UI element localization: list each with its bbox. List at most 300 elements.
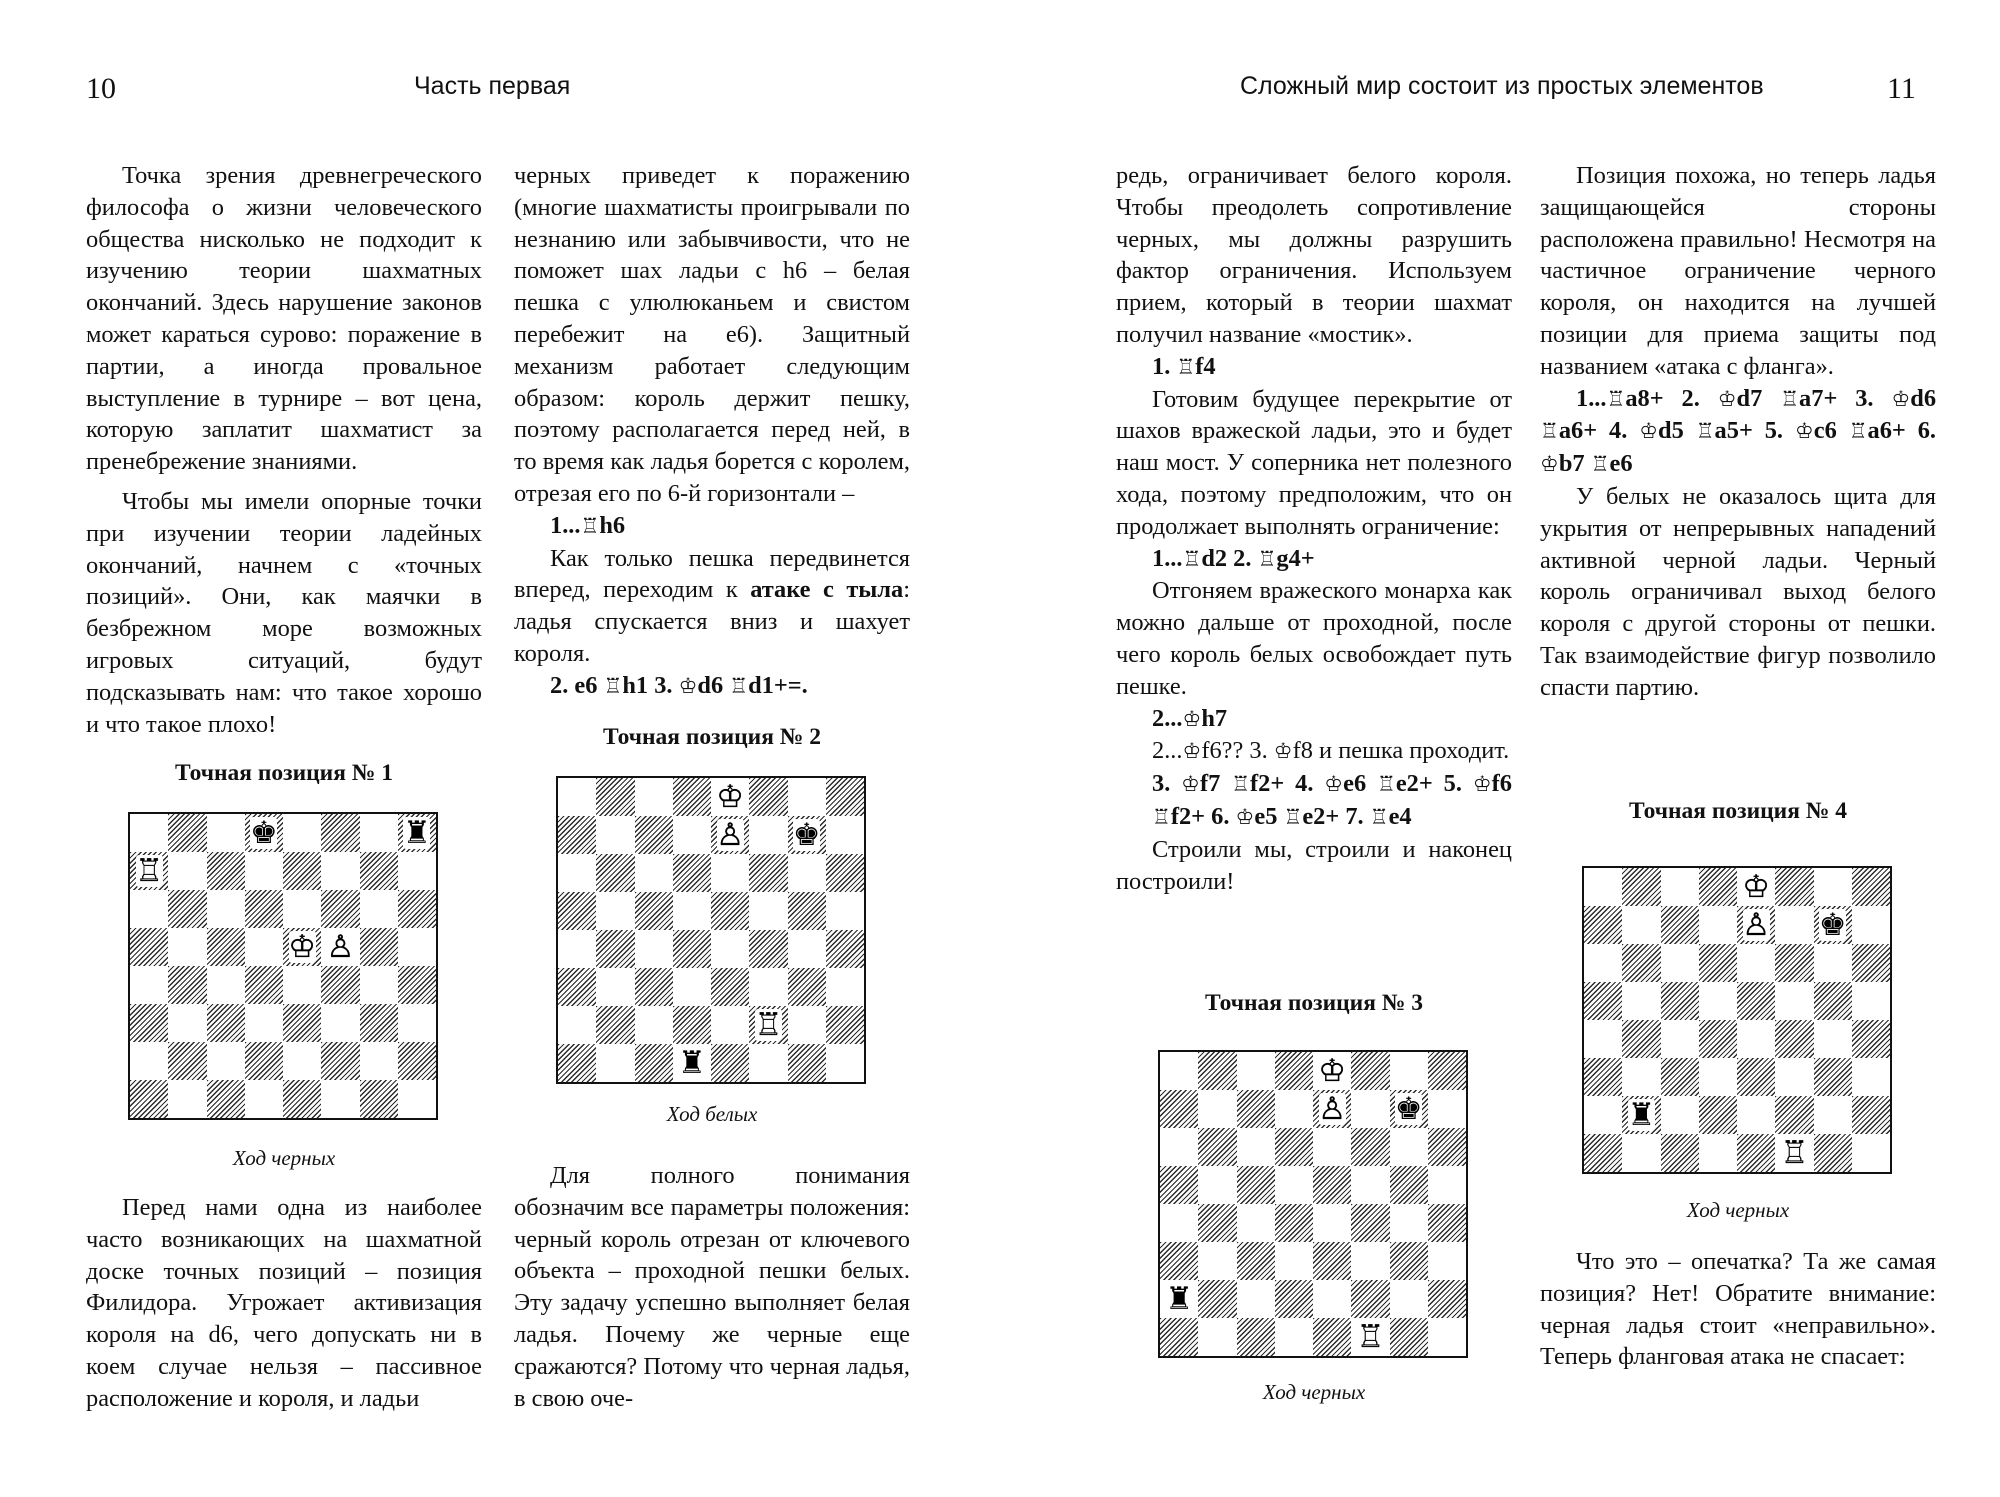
square-g8 [788,778,826,816]
square-b6 [1198,1128,1236,1166]
paragraph: черных приведет к поражению (многие шахматисты проигрывали по незнанию или забывчивости, что не поможет шах ладьи с h6 – белая пешка с улюлюканьем и свистом перебежит на е6). Защитный механизм работает следующим образом: король держит пешку, поэтому располагается перед ней, в то время как ладья борется с королем, отрезая его по 6-й горизонтали – [514,162,910,507]
square-a5 [130,928,168,966]
square-d4 [1275,1204,1313,1242]
square-a3 [1584,1058,1622,1096]
move-line: 2. е6 ♖h1 3. ♔d6 ♖d1+=. [550,671,808,699]
square-h3 [826,968,864,1006]
square-h2 [398,1042,436,1080]
square-f7 [749,816,787,854]
square-h2 [1852,1096,1890,1134]
square-f6 [1351,1128,1389,1166]
square-c6 [1661,944,1699,982]
rook-figurine-icon: ♖ [1182,546,1202,571]
square-g1 [1814,1134,1852,1172]
square-g3 [1814,1058,1852,1096]
square-d6 [1699,944,1737,982]
square-g4 [1814,1020,1852,1058]
square-h7 [826,816,864,854]
square-e6 [1737,944,1775,982]
white-king-icon: ♔ [1742,868,1771,905]
square-c4 [1237,1204,1275,1242]
square-f8 [1775,868,1813,906]
square-d5 [673,892,711,930]
square-a7 [130,852,168,890]
white-king-icon: ♔ [288,928,317,965]
square-e2 [1737,1096,1775,1134]
square-h5 [826,892,864,930]
square-c7 [207,852,245,890]
rook-figurine-icon: ♖ [1257,546,1277,571]
page-number-left: 10 [86,72,116,105]
diagram-caption: Ход черных [232,1146,336,1170]
square-g1 [788,1044,826,1082]
square-g3 [788,968,826,1006]
square-a4 [558,930,596,968]
square-d2 [245,1042,283,1080]
square-a6 [130,890,168,928]
column-4-continued [1540,1246,1936,1373]
square-h4 [1852,1020,1890,1058]
column-1 [86,160,482,740]
column-4 [1540,160,1936,704]
square-f8 [749,778,787,816]
square-c2 [207,1042,245,1080]
square-a1 [1584,1134,1622,1172]
square-a3 [1160,1242,1198,1280]
square-a8 [130,814,168,852]
paragraph: Для полного понимания обозначим все параметры положения: черный король отрезан от ключевого объекта – проходной пешки белых. Эту задачу успешно выполняет белая ладья. Почему же черные еще сражаются? Потому что черная ладья, в свою оче- [514,1162,910,1412]
square-e7 [1313,1090,1351,1128]
square-b5 [168,928,206,966]
square-b7 [1622,906,1660,944]
rook-figurine-icon: ♖ [1590,452,1610,477]
square-f7 [321,852,359,890]
square-c1 [1237,1318,1275,1356]
square-f7 [1775,906,1813,944]
paragraph: Перед нами одна из наиболее часто возникающих на шахматной доске точных позиций – позиция Филидора. Угрожает активизация короля на d6, чего допускать ни в коем случае нельзя – пассивное расположение и короля, и ладьи [86,1194,482,1412]
square-b7 [168,852,206,890]
square-g6 [1390,1128,1428,1166]
square-a8 [558,778,596,816]
rook-figurine-icon: ♖ [1152,804,1171,829]
paragraph: редь, ограничивает белого короля. Чтобы преодолеть сопротивление черных, мы должны разрушить фактор ограничения. Используем прием, который в теории шахмат получил название «мостик». [1116,162,1512,348]
square-f5 [321,928,359,966]
square-d7 [245,852,283,890]
square-c3 [1237,1242,1275,1280]
white-king-icon: ♔ [1318,1052,1347,1089]
square-f5 [749,892,787,930]
white-pawn-icon: ♙ [1318,1090,1347,1127]
square-d5 [1699,982,1737,1020]
square-c3 [635,968,673,1006]
page-number-right: 11 [1887,72,1916,105]
square-e7 [283,852,321,890]
rook-figurine-icon: ♖ [580,513,600,538]
square-e2 [283,1042,321,1080]
square-g6 [1814,944,1852,982]
white-rook-icon: ♖ [1356,1318,1385,1355]
square-d6 [673,854,711,892]
move-line: 2...♔h7 [1152,704,1228,732]
black-rook-icon: ♜ [402,814,431,851]
square-e4 [1313,1204,1351,1242]
square-d5 [1275,1166,1313,1204]
paragraph: Точка зрения древнегреческого философа о жизни человеческого общества нисколько не подходит к изучению теории шахматных окончаний. Здесь нарушение законов может караться сурово: поражение в партии, а иногда провальное выступление в турнире – вот цена, которую заплатит шахматист за пренебрежение знаниями. [86,162,482,476]
square-e1 [711,1044,749,1082]
square-d6 [245,890,283,928]
square-e3 [1313,1242,1351,1280]
square-g8 [1390,1052,1428,1090]
square-f4 [1775,1020,1813,1058]
square-a3 [130,1004,168,1042]
square-g4 [1390,1204,1428,1242]
square-h7 [398,852,436,890]
square-f8 [321,814,359,852]
square-e1 [1313,1318,1351,1356]
chessboard-position-3 [1158,1050,1468,1358]
square-f2 [1775,1096,1813,1134]
running-head-right: Сложный мир состоит из простых элементов [1240,72,1764,100]
square-f2 [749,1006,787,1044]
square-f6 [321,890,359,928]
white-pawn-icon: ♙ [326,928,355,965]
black-rook-icon: ♜ [1165,1280,1194,1317]
paragraph: Строили мы, строили и наконец построили! [1116,835,1512,895]
move-line: 1. ♖f4 [1152,352,1216,380]
square-g5 [1390,1166,1428,1204]
square-c5 [635,892,673,930]
square-c8 [1661,868,1699,906]
square-b5 [1198,1166,1236,1204]
square-d4 [673,930,711,968]
square-b8 [596,778,634,816]
square-b2 [1198,1280,1236,1318]
move-line: 1...♖d2 2. ♖g4+ [1152,544,1315,572]
diagram-caption: Ход черных [1686,1198,1790,1222]
square-a4 [1160,1204,1198,1242]
square-c1 [635,1044,673,1082]
rook-figurine-icon: ♖ [1540,419,1559,444]
paragraph: Что это – опечатка? Та же самая позиция? Нет! Обратите внимание: черная ладья стоит «неправильно». Теперь фланговая атака не спасает: [1540,1248,1936,1371]
paragraph: Позиция похожа, но теперь ладья защищающейся стороны расположена правильно! Несмотря на частичное ограничение черного короля, он находится на лучшей позиции для приема защиты под названием «атака с фланга». [1540,162,1936,380]
square-e8 [1313,1052,1351,1090]
white-pawn-icon: ♙ [1742,906,1771,943]
square-d1 [1275,1318,1313,1356]
square-d1 [673,1044,711,1082]
square-e4 [283,966,321,1004]
square-g2 [1390,1280,1428,1318]
square-d8 [1275,1052,1313,1090]
square-h6 [1428,1128,1466,1166]
diagram-caption: Ход черных [1262,1380,1366,1404]
square-b3 [168,1004,206,1042]
square-h5 [1852,982,1890,1020]
rook-figurine-icon: ♖ [729,673,749,698]
square-f1 [1775,1134,1813,1172]
square-b7 [1198,1090,1236,1128]
king-figurine-icon: ♔ [678,673,698,698]
square-g8 [360,814,398,852]
square-c2 [1237,1280,1275,1318]
square-b5 [596,892,634,930]
square-b2 [596,1006,634,1044]
king-figurine-icon: ♔ [1472,772,1492,797]
square-h8 [1852,868,1890,906]
square-a8 [1160,1052,1198,1090]
square-d7 [1699,906,1737,944]
square-h8 [1428,1052,1466,1090]
move-line: 3. ♔f7 ♖f2+ 4. ♔е6 ♖e2+ 5. ♔f6 ♖f2+ 6. ♔е5 ♖e2+ 7. ♖е4 [1152,770,1512,830]
square-d3 [1699,1058,1737,1096]
square-a2 [1160,1280,1198,1318]
square-f3 [321,1004,359,1042]
king-figurine-icon: ♔ [1717,386,1737,411]
square-f2 [1351,1280,1389,1318]
square-h4 [398,966,436,1004]
square-h8 [826,778,864,816]
square-a4 [130,966,168,1004]
square-b4 [1198,1204,1236,1242]
king-figurine-icon: ♔ [1639,419,1659,444]
square-h6 [1852,944,1890,982]
square-e6 [711,854,749,892]
square-g5 [788,892,826,930]
square-a6 [558,854,596,892]
diagram-title: Точная позиция № 4 [1628,798,1848,824]
square-b2 [168,1042,206,1080]
square-c1 [1661,1134,1699,1172]
square-d3 [673,968,711,1006]
square-c5 [1661,982,1699,1020]
square-a2 [1584,1096,1622,1134]
square-f6 [749,854,787,892]
paragraph: Чтобы мы имели опорные точки при изучении теории ладейных окончаний, начнем с «точных позиций». Они, как маячки в безбрежном море возможных игровых ситуаций, будут подсказывать нам: что такое хорошо и что такое плохо! [86,487,482,738]
square-e8 [283,814,321,852]
square-a5 [558,892,596,930]
square-f3 [1351,1242,1389,1280]
square-h4 [1428,1204,1466,1242]
square-c6 [207,890,245,928]
square-e5 [711,892,749,930]
square-c6 [635,854,673,892]
square-e2 [711,1006,749,1044]
paragraph: Как только пешка передвинется вперед, переходим к атаке с тыла: ладья спускается вниз и шахует короля. [514,544,911,667]
rook-figurine-icon: ♖ [1369,804,1389,829]
square-c7 [1237,1090,1275,1128]
square-a6 [1160,1128,1198,1166]
chessboard-position-4 [1582,866,1892,1174]
rook-figurine-icon: ♖ [1780,386,1800,411]
white-rook-icon: ♖ [1780,1134,1809,1171]
square-g1 [1390,1318,1428,1356]
white-pawn-icon: ♙ [716,816,745,853]
square-h3 [1852,1058,1890,1096]
square-c5 [207,928,245,966]
square-g7 [1814,906,1852,944]
rook-figurine-icon: ♖ [1283,804,1303,829]
square-c6 [1237,1128,1275,1166]
white-king-icon: ♔ [716,778,745,815]
square-b8 [1622,868,1660,906]
column-1-continued [86,1192,482,1415]
square-g4 [360,966,398,1004]
square-f6 [1775,944,1813,982]
paragraph: Отгоняем вражеского монарха как можно дальше от проходной, после чего король белых освобождает путь пешке. [1116,577,1512,700]
square-e4 [711,930,749,968]
square-g7 [360,852,398,890]
square-c8 [635,778,673,816]
square-a4 [1584,1020,1622,1058]
square-b5 [1622,982,1660,1020]
square-a3 [558,968,596,1006]
square-f8 [1351,1052,1389,1090]
square-c4 [207,966,245,1004]
square-a8 [1584,868,1622,906]
king-figurine-icon: ♔ [1540,452,1559,477]
square-g5 [360,928,398,966]
running-head-left: Часть первая [414,72,571,100]
square-h1 [398,1080,436,1118]
square-h2 [1428,1280,1466,1318]
square-c2 [635,1006,673,1044]
square-g6 [360,890,398,928]
square-f2 [321,1042,359,1080]
square-h4 [826,930,864,968]
square-f4 [321,966,359,1004]
square-e8 [1737,868,1775,906]
square-h3 [1428,1242,1466,1280]
diagram-caption: Ход белых [666,1102,758,1126]
square-b6 [596,854,634,892]
square-d5 [245,928,283,966]
square-b8 [1198,1052,1236,1090]
square-a1 [558,1044,596,1082]
square-d1 [245,1080,283,1118]
square-h8 [398,814,436,852]
square-e3 [711,968,749,1006]
king-figurine-icon: ♔ [1891,386,1911,411]
square-d2 [1275,1280,1313,1318]
square-b1 [1198,1318,1236,1356]
square-a7 [1584,906,1622,944]
king-figurine-icon: ♔ [1324,772,1344,797]
square-e4 [1737,1020,1775,1058]
paragraph: У белых не оказалось щита для укрытия от непрерывных нападений активной черной ладьи. Черный король ограничивал выход белого короля с другой стороны от пешки. Так взаимодействие фигур позволило спасти партию. [1540,482,1936,701]
black-king-icon: ♚ [249,814,278,851]
square-d7 [673,816,711,854]
square-f1 [749,1044,787,1082]
square-d3 [245,1004,283,1042]
square-a5 [1584,982,1622,1020]
square-h6 [826,854,864,892]
square-g2 [360,1042,398,1080]
rook-figurine-icon: ♖ [1606,386,1626,411]
square-e1 [1737,1134,1775,1172]
square-f5 [1775,982,1813,1020]
chessboard-position-2 [556,776,866,1084]
square-e5 [1737,982,1775,1020]
square-f4 [1351,1204,1389,1242]
square-g4 [788,930,826,968]
column-2-continued [514,1160,910,1414]
paragraph: 2...♔f6?? 3. ♔f8 и пешка проходит. [1152,737,1510,765]
square-d7 [1275,1090,1313,1128]
square-h2 [826,1006,864,1044]
column-2 [514,160,910,703]
square-g1 [360,1080,398,1118]
paragraph: Готовим будущее перекрытие от шахов вражеской ладьи, это и будет наш мост. У соперника нет полезного хода, поэтому предположим, что он продолжает выполнять ограничение: [1116,385,1512,540]
king-figurine-icon: ♔ [1273,739,1293,764]
square-g5 [1814,982,1852,1020]
square-a6 [1584,944,1622,982]
black-rook-icon: ♜ [1627,1096,1656,1133]
king-figurine-icon: ♔ [1794,419,1814,444]
square-c8 [207,814,245,852]
square-a1 [130,1080,168,1118]
square-g2 [788,1006,826,1044]
square-e2 [1313,1280,1351,1318]
square-e1 [283,1080,321,1118]
king-figurine-icon: ♔ [1181,772,1200,797]
square-a7 [558,816,596,854]
square-c8 [1237,1052,1275,1090]
rook-figurine-icon: ♖ [1848,419,1868,444]
diagram-title: Точная позиция № 3 [1204,990,1424,1016]
square-d3 [1275,1242,1313,1280]
black-rook-icon: ♜ [677,1044,706,1081]
column-3 [1116,160,1512,897]
square-c2 [1661,1096,1699,1134]
square-g8 [1814,868,1852,906]
white-rook-icon: ♖ [135,852,164,889]
square-d4 [245,966,283,1004]
king-figurine-icon: ♔ [1182,739,1202,764]
black-king-icon: ♚ [1394,1090,1423,1127]
square-b6 [1622,944,1660,982]
square-c4 [635,930,673,968]
square-d4 [1699,1020,1737,1058]
square-f5 [1351,1166,1389,1204]
square-e5 [283,928,321,966]
square-g6 [788,854,826,892]
rook-figurine-icon: ♖ [1377,772,1396,797]
square-e5 [1313,1166,1351,1204]
square-b8 [168,814,206,852]
square-b2 [1622,1096,1660,1134]
square-h7 [1428,1090,1466,1128]
square-g2 [1814,1096,1852,1134]
square-e6 [1313,1128,1351,1166]
move-line: 1...♖a8+ 2. ♔d7 ♖a7+ 3. ♔d6 ♖a6+ 4. ♔d5 ♖a5+ 5. ♔c6 ♖a6+ 6. ♔b7 ♖e6 [1540,384,1937,478]
square-d8 [245,814,283,852]
square-a2 [558,1006,596,1044]
square-e7 [711,816,749,854]
square-g7 [788,816,826,854]
square-a2 [130,1042,168,1080]
square-h6 [398,890,436,928]
square-f1 [321,1080,359,1118]
square-c4 [1661,1020,1699,1058]
square-c7 [1661,906,1699,944]
rook-figurine-icon: ♖ [1695,419,1715,444]
square-d8 [673,778,711,816]
square-d6 [1275,1128,1313,1166]
square-c3 [207,1004,245,1042]
black-king-icon: ♚ [1818,906,1847,943]
square-b1 [168,1080,206,1118]
square-g3 [1390,1242,1428,1280]
square-f7 [1351,1090,1389,1128]
